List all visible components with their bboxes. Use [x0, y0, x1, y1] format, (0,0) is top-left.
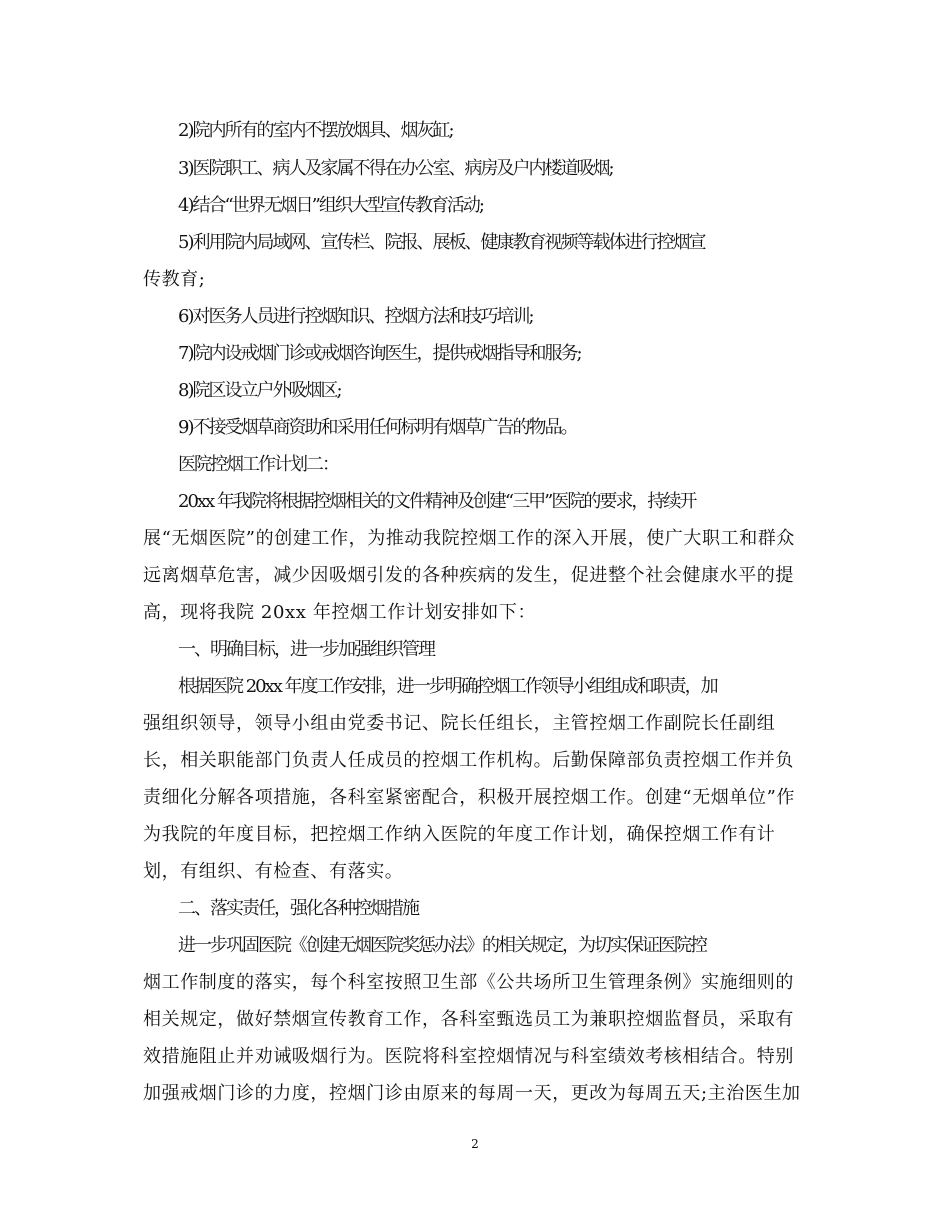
paragraph-line: 责细化分解各项措施，各科室紧密配合，积极开展控烟工作。创建“无烟单位”作 [143, 787, 796, 808]
paragraph-line: 高，现将我院 20xx 年控烟工作计划安排如下： [143, 602, 537, 623]
paragraph-line: 20xx 年我院将根据控烟相关的文件精神及创建“三甲”医院的要求，持续开 [178, 491, 696, 512]
paragraph-line: 加强戒烟门诊的力度，控烟门诊由原来的每周一天，更改为每周五天;主治医生加 [143, 1083, 801, 1104]
page-number: 2 [471, 1137, 479, 1151]
list-item-7: 7)院内设戒烟门诊或戒烟咨询医生，提供戒烟指导和服务; [178, 343, 581, 364]
list-item-2: 2)院内所有的室内不摆放烟具、烟灰缸; [178, 120, 453, 141]
paragraph-line: 为我院的年度目标，把控烟工作纳入医院的年度工作计划，确保控烟工作有计 [143, 824, 776, 845]
section-heading-two: 二、落实责任，强化各种控烟措施 [178, 898, 418, 919]
paragraph-line: 远离烟草危害，减少因吸烟引发的各种疾病的发生，促进整个社会健康水平的提 [143, 565, 794, 586]
paragraph-line: 展“无烟医院”的创建工作，为推动我院控烟工作的深入开展，使广大职工和群众 [143, 528, 796, 549]
list-item-3: 3)医院职工、病人及家属不得在办公室、病房及户内楼道吸烟; [178, 158, 613, 179]
section-heading-plan-two: 医院控烟工作计划二： [178, 454, 338, 475]
list-item-4: 4)结合“世界无烟日”组织大型宣传教育活动; [178, 195, 483, 216]
paragraph-line: 相关规定，做好禁烟宣传教育工作，各科室甄选员工为兼职控烟监督员，采取有 [143, 1009, 794, 1030]
list-item-6: 6)对医务人员进行控烟知识、控烟方法和技巧培训; [178, 306, 533, 327]
paragraph-line: 根据医院 20xx 年度工作安排，进一步明确控烟工作领导小组组成和职责，加 [178, 676, 717, 697]
paragraph-line: 强组织领导，领导小组由党委书记、院长任组长，主管控烟工作副院长任副组 [143, 713, 776, 734]
paragraph-line: 烟工作制度的落实，每个科室按照卫生部《公共场所卫生管理条例》实施细则的 [143, 972, 794, 993]
paragraph-line: 划，有组织、有检查、有落实。 [143, 861, 404, 882]
list-item-5: 5)利用院内局域网、宣传栏、院报、展板、健康教育视频等载体进行控烟宣 [178, 232, 705, 253]
paragraph-line: 效措施阻止并劝诫吸烟行为。医院将科室控烟情况与科室绩效考核相结合。特别 [143, 1046, 794, 1067]
paragraph-line: 进一步巩固医院《创建无烟医院奖惩办法》的相关规定，为切实保证医院控 [178, 935, 706, 956]
list-item-9: 9)不接受烟草商资助和采用任何标明有烟草广告的物品。 [178, 417, 577, 438]
list-item-8: 8)院区设立户外吸烟区; [178, 380, 341, 401]
paragraph-line: 长，相关职能部门负责人任成员的控烟工作机构。后勤保障部负责控烟工作并负 [143, 750, 794, 771]
list-item-5-continued: 传教育; [143, 269, 206, 290]
section-heading-one: 一、明确目标，进一步加强组织管理 [178, 639, 434, 660]
